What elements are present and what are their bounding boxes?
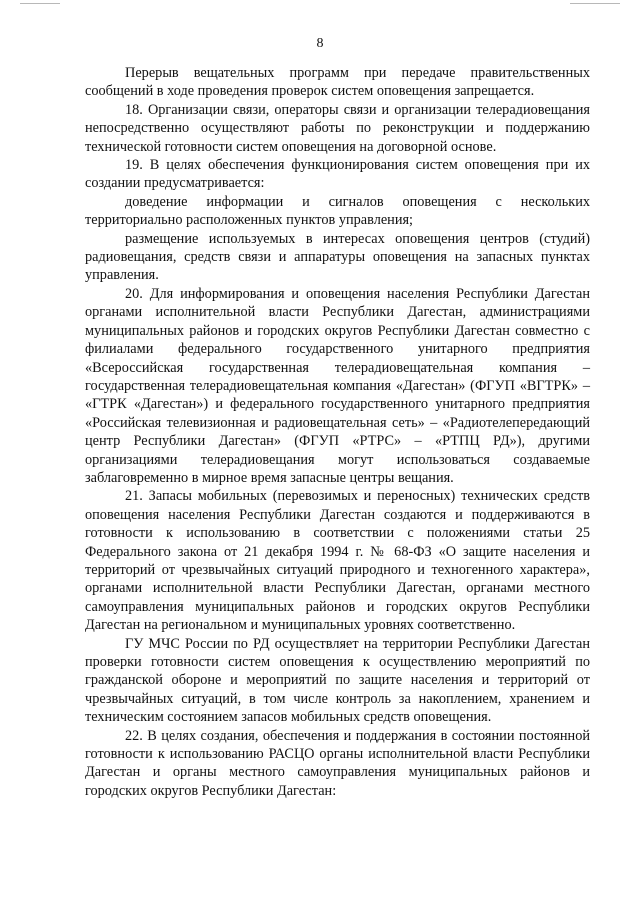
paragraph-22: 22. В целях создания, обеспечения и поддержания в состоянии постоянной готовности к использованию РАСЦО органы исполнительной власти Республики Дагестан и органы местного самоуправления муниципальных районов и городских округов Республики Дагестан: xyxy=(85,727,590,799)
paragraph-19-item-2: размещение используемых в интересах оповещения центров (студий) радиовещания, средств связи и аппаратуры оповещения на запасных пунктах управления. xyxy=(85,230,590,284)
scan-artifact xyxy=(20,3,60,4)
scan-artifact xyxy=(570,3,620,4)
page-number: 8 xyxy=(316,36,324,51)
paragraph-19-item-1: доведение информации и сигналов оповещения с нескольких территориально расположенных пунктов управления; xyxy=(85,193,590,229)
paragraph-18: 18. Организации связи, операторы связи и организации телерадиовещания непосредственно осуществляют работы по реконструкции и поддержанию технической готовности систем оповещения на договорной основе. xyxy=(85,101,590,155)
document-body xyxy=(85,64,590,800)
paragraph-21: 21. Запасы мобильных (перевозимых и переносных) технических средств оповещения населения Республики Дагестан создаются и поддерживаются в готовности к использованию в соответствии с положениями статьи 25 Федерального закона от 21 декабря 1994 г. № 68-ФЗ «О защите населения и территорий от чрезвычайных ситуаций природного и техногенного характера», органами исполнительной власти Республики Дагестан, органами местного самоуправления муниципальных районов и городских округов Республики Дагестан на региональном и муниципальных уровнях соответственно. xyxy=(85,488,590,634)
paragraph-broadcast-interruption: Перерыв вещательных программ при передаче правительственных сообщений в ходе проведения проверок систем оповещения запрещается. xyxy=(85,65,590,100)
paragraph-19: 19. В целях обеспечения функционирования систем оповещения при их создании предусматривается: xyxy=(85,157,590,192)
paragraph-20: 20. Для информирования и оповещения населения Республики Дагестан органами исполнительной власти Республики Дагестан, администрациями муниципальных районов и городских округов Республики Дагестан совместно с филиалами федерального государственного унитарного предприятия «Всероссийская государственная телерадиовещательная компания – государственная телерадиовещательная компания «Дагестан» (ФГУП «ВГТРК» – «ГТРК «Дагестан») и федерального государственного унитарного предприятия «Российская телевизионная и радиовещательная сеть» – «Радиотелепередающий центр Республики Дагестан» (ФГУП «РТРС» – «РТПЦ РД»), другими организациями телерадиовещания могут использоваться создаваемые заблаговременно в мирное время запасные центры вещания. xyxy=(85,285,590,486)
paragraph-mchs-checks: ГУ МЧС России по РД осуществляет на территории Республики Дагестан проверки готовности систем оповещения к осуществлению мероприятий по гражданской обороне и мероприятий по защите населения и территорий от чрезвычайных ситуаций, в том числе контроль за накоплением, хранением и техническим состоянием запасов мобильных средств оповещения. xyxy=(85,635,590,726)
